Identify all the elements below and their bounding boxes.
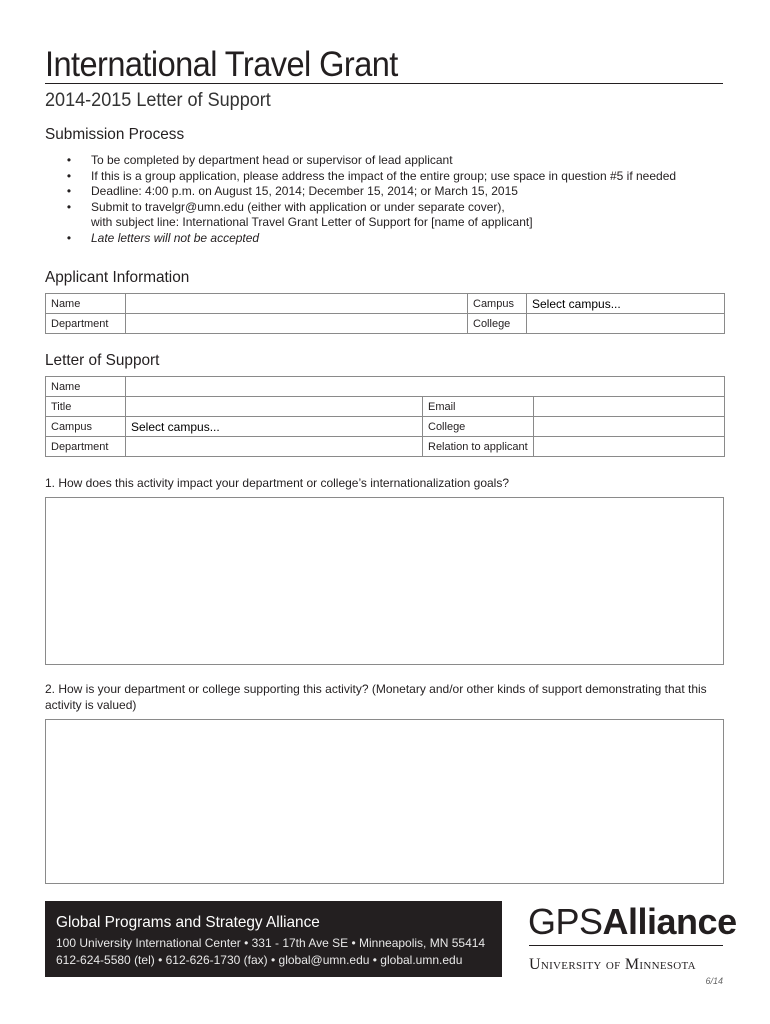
question-1: 1. How does this activity impact your department or college’s internationalization goals? bbox=[45, 476, 510, 490]
applicant-name-label: Name bbox=[46, 294, 126, 314]
list-item-text: with subject line: International Travel Grant Letter of Support for [name of applicant] bbox=[91, 215, 533, 230]
supporter-name-field[interactable] bbox=[126, 377, 725, 397]
applicant-college-field[interactable] bbox=[527, 314, 725, 334]
list-item-text: To be completed by department head or supervisor of lead applicant bbox=[91, 153, 453, 167]
supporter-department-label: Department bbox=[46, 437, 126, 457]
list-item-text: Submit to travelgr@umn.edu (either with application or under separate cover), bbox=[91, 199, 505, 214]
list-item-text: Late letters will not be accepted bbox=[91, 230, 260, 245]
question-1-answer-box[interactable] bbox=[45, 497, 724, 665]
submission-process-heading: Submission Process bbox=[45, 126, 185, 143]
footer-contact-info: 612-624-5580 (tel) • 612-626-1730 (fax) • global@umn.edu • global.umn.edu bbox=[56, 953, 463, 967]
list-item bbox=[64, 153, 724, 169]
supporter-college-field[interactable] bbox=[534, 417, 725, 437]
applicant-department-field[interactable] bbox=[126, 314, 468, 334]
question-2-answer-box[interactable] bbox=[45, 719, 724, 884]
bullet-icon: • bbox=[66, 153, 72, 167]
supporter-name-label: Name bbox=[46, 377, 126, 397]
supporter-title-label: Title bbox=[46, 397, 126, 417]
supporter-college-label: College bbox=[423, 417, 534, 437]
university-wordmark: University of Minnesota bbox=[529, 956, 696, 973]
applicant-college-label: College bbox=[468, 314, 527, 334]
submission-list bbox=[64, 153, 724, 247]
bullet-icon: • bbox=[66, 230, 72, 245]
applicant-information-heading: Applicant Information bbox=[45, 269, 190, 286]
title-divider bbox=[45, 83, 723, 84]
logo-gps-text: GPS bbox=[528, 901, 603, 942]
question-2: 2. How is your department or college supporting this activity? (Monetary and/or other kinds of support demonstrating that this activity is valued) bbox=[45, 682, 707, 712]
supporter-department-field[interactable] bbox=[126, 437, 423, 457]
list-item bbox=[64, 231, 724, 247]
supporter-campus-value: Select campus... bbox=[131, 419, 220, 434]
relation-field[interactable] bbox=[534, 437, 725, 457]
page-title: International Travel Grant bbox=[45, 45, 398, 84]
applicant-campus-value: Select campus... bbox=[532, 296, 621, 311]
revision-date: 6/14 bbox=[705, 976, 723, 986]
applicant-campus-select[interactable] bbox=[527, 294, 725, 314]
list-item-text: Deadline: 4:00 p.m. on August 15, 2014; December 15, 2014; or March 15, 2015 bbox=[91, 184, 518, 199]
letter-of-support-heading: Letter of Support bbox=[45, 352, 160, 369]
supporter-title-field[interactable] bbox=[126, 397, 423, 417]
gps-alliance-logo bbox=[528, 902, 737, 942]
relation-label: Relation to applicant bbox=[423, 437, 534, 457]
list-item-text: If this is a group application, please address the impact of the entire group; use space in question #5 if needed bbox=[91, 168, 677, 183]
list-item bbox=[64, 215, 724, 231]
logo-alliance-text: Alliance bbox=[602, 901, 737, 942]
supporter-campus-label: Campus bbox=[46, 417, 126, 437]
bullet-icon: • bbox=[66, 168, 72, 183]
supporter-email-label: Email bbox=[423, 397, 534, 417]
applicant-name-field[interactable] bbox=[126, 294, 468, 314]
applicant-department-label: Department bbox=[46, 314, 126, 334]
supporter-email-field[interactable] bbox=[534, 397, 725, 417]
page-subtitle: 2014-2015 Letter of Support bbox=[45, 90, 271, 111]
list-item bbox=[64, 184, 724, 200]
logo-divider bbox=[529, 945, 723, 946]
bullet-icon: • bbox=[66, 184, 72, 199]
supporter-campus-select[interactable] bbox=[126, 417, 423, 437]
list-item bbox=[64, 169, 724, 185]
footer-org-name: Global Programs and Strategy Alliance bbox=[56, 914, 320, 931]
applicant-campus-label: Campus bbox=[468, 294, 527, 314]
applicant-information-table bbox=[45, 293, 725, 334]
bullet-icon: • bbox=[66, 199, 72, 214]
list-item bbox=[64, 200, 724, 216]
letter-of-support-table bbox=[45, 376, 725, 457]
footer-address: 100 University International Center • 331 - 17th Ave SE • Minneapolis, MN 55414 bbox=[56, 936, 486, 950]
footer-contact-band bbox=[45, 901, 502, 977]
